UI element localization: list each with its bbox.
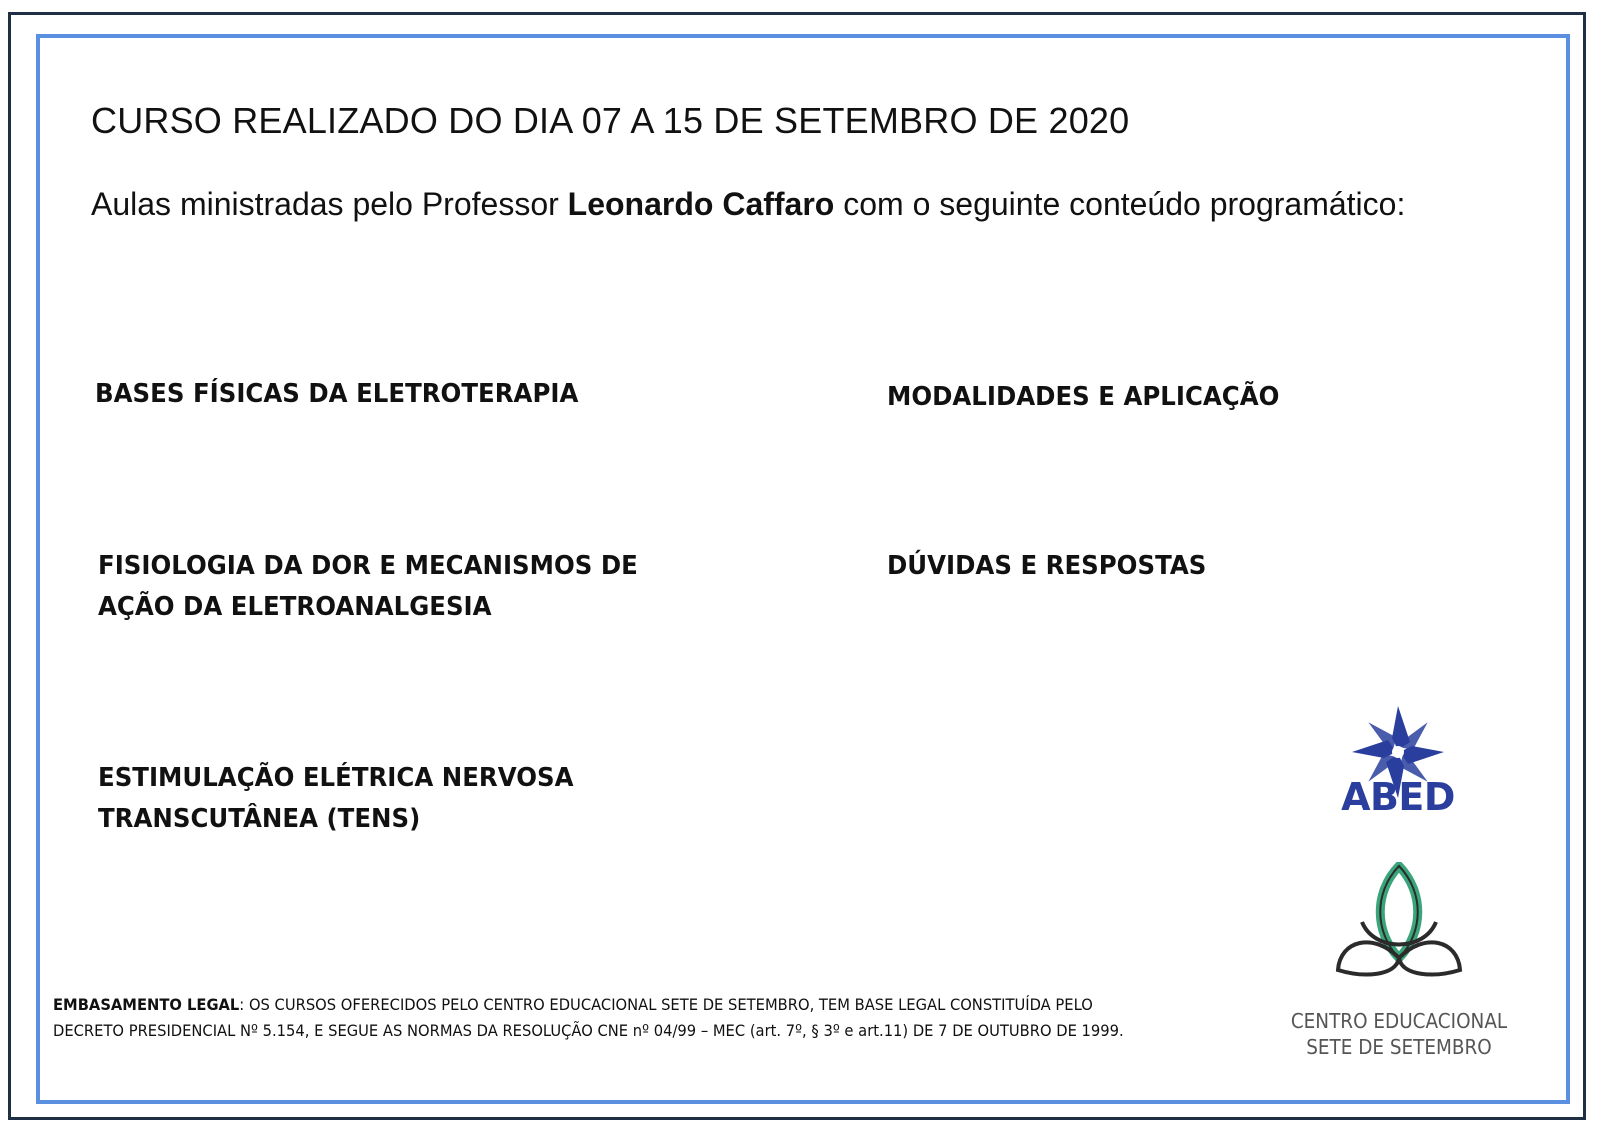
sete-name-line1: CENTRO EDUCACIONAL — [1290, 1009, 1508, 1033]
intro-text-after: com o seguinte conteúdo programático: — [834, 186, 1406, 222]
topic-line: MODALIDADES E APLICAÇÃO — [887, 382, 1280, 412]
topic-line: AÇÃO DA ELETROANALGESIA — [98, 592, 492, 622]
topic-modalidades — [887, 377, 1279, 418]
topic-line: FISIOLOGIA DA DOR E MECANISMOS DE — [98, 551, 638, 581]
topic-line: BASES FÍSICAS DA ELETROTERAPIA — [95, 379, 579, 409]
topic-line: TRANSCUTÂNEA (TENS) — [98, 804, 421, 834]
professor-name: Leonardo Caffaro — [567, 186, 835, 222]
intro-line — [91, 186, 1405, 223]
legal-label: EMBASAMENTO LEGAL — [53, 995, 240, 1014]
intro-text-before: Aulas ministradas pelo Professor — [91, 186, 568, 222]
sete-logo-name — [1280, 1008, 1517, 1060]
legal-basis-note — [53, 992, 1139, 1044]
topic-tens — [98, 758, 574, 840]
sete-name-line2: SETE DE SETEMBRO — [1306, 1035, 1492, 1059]
legal-text: : OS CURSOS OFERECIDOS PELO CENTRO EDUCACIONAL SETE DE SETEMBRO, TEM BASE LEGAL CONSTITUÍDA PELO DECRETO PRESIDENCIAL Nº 5.154, E SEGUE AS NORMAS DA RESOLUÇÃO CNE nº 04/99 – MEC (art. 7º, § 3º e art.11) DE 7 DE OUTUBRO DE 1999. — [53, 995, 1124, 1040]
topic-bases-fisicas — [95, 374, 578, 415]
topic-line: DÚVIDAS E RESPOSTAS — [887, 551, 1207, 581]
topic-duvidas — [887, 546, 1206, 587]
abed-logo-text: ABED — [1341, 775, 1455, 819]
topic-line: ESTIMULAÇÃO ELÉTRICA NERVOSA — [98, 763, 574, 793]
triquetra-icon — [1334, 862, 1464, 984]
course-date-headline: CURSO REALIZADO DO DIA 07 A 15 DE SETEMBRO DE 2020 — [91, 100, 1130, 141]
topic-fisiologia-dor — [98, 546, 638, 628]
